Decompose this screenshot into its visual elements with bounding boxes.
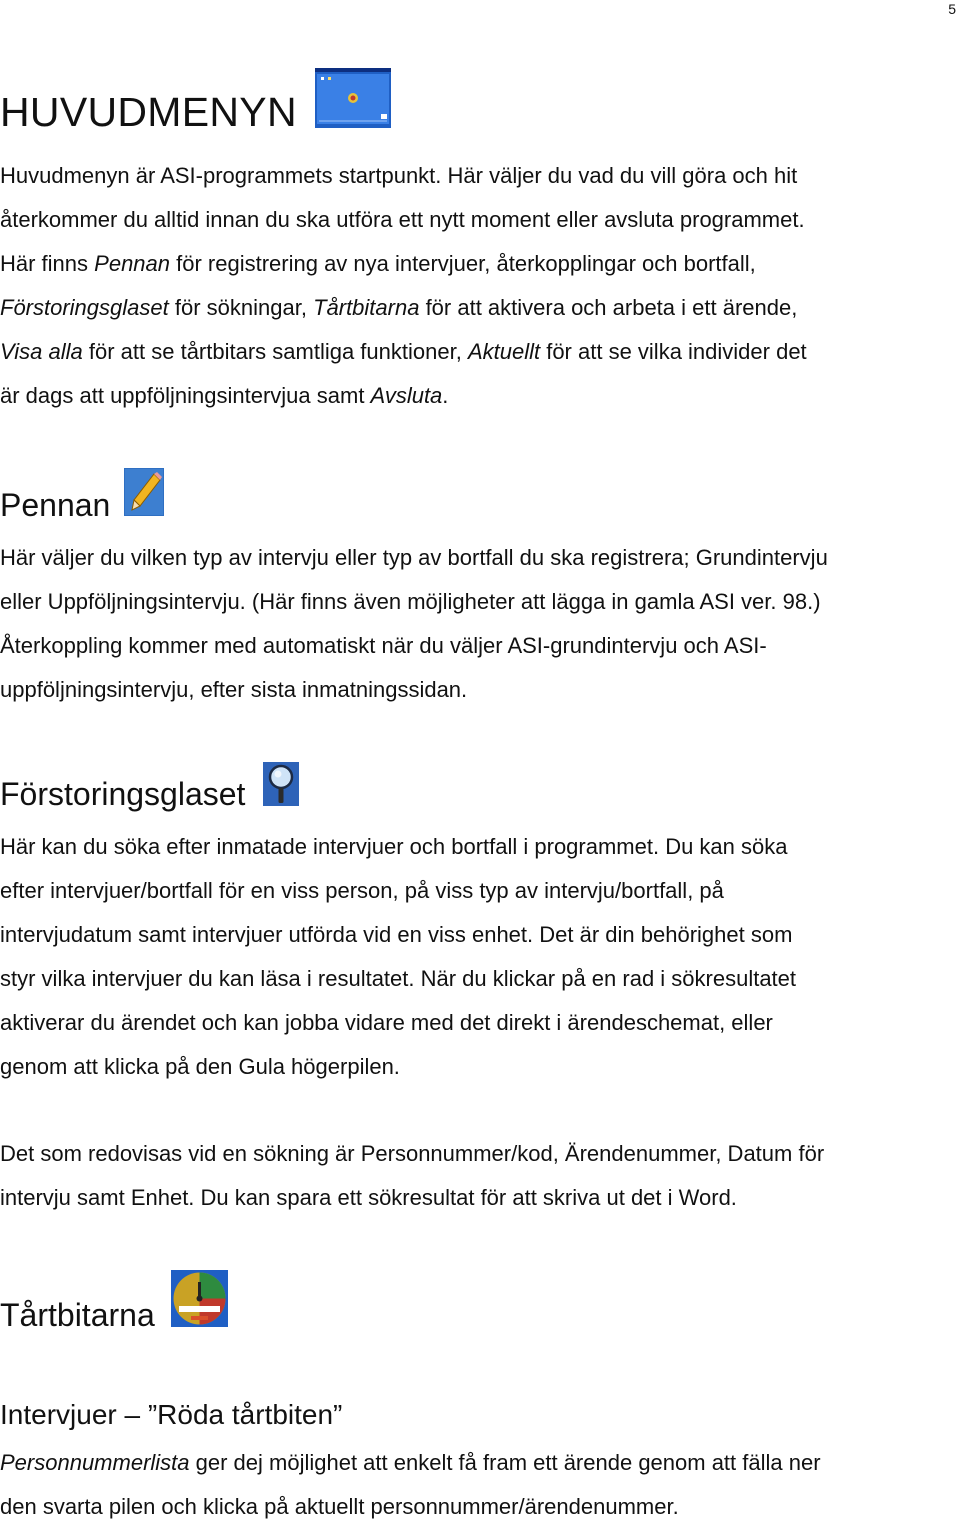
heading-pennan: Pennan xyxy=(0,487,111,523)
text-line xyxy=(0,154,960,198)
text-run: för att aktivera och arbeta i ett ärende, xyxy=(419,295,798,320)
text-line xyxy=(0,869,960,913)
text-run: för registrering av nya intervjuer, återkopplingar och bortfall, xyxy=(170,251,756,276)
text-line xyxy=(0,580,960,624)
italic-term: Förstoringsglaset xyxy=(0,295,169,320)
text-run: aktiverar du ärendet och kan jobba vidare med det direkt i ärendeschemat, eller xyxy=(0,1010,773,1035)
text-line xyxy=(0,330,960,374)
heading-forstoringsglaset: Förstoringsglaset xyxy=(0,776,246,812)
text-line xyxy=(0,1485,960,1529)
pie-pieces-icon xyxy=(171,1270,228,1327)
text-run: efter intervjuer/bortfall för en viss person, på viss typ av intervju/bortfall, på xyxy=(0,878,724,903)
heading-tartbitarna: Tårtbitarna xyxy=(0,1297,155,1333)
huvudmenyn-paragraph xyxy=(0,154,960,418)
italic-term: Aktuellt xyxy=(467,339,541,364)
text-run: Här finns xyxy=(0,251,95,276)
text-run: eller Uppföljningsintervju. (Här finns även möjligheter att lägga in gamla ASI ver. 98.) xyxy=(0,589,821,614)
text-line xyxy=(0,1132,960,1176)
text-run: uppföljningsintervju, efter sista inmatningssidan. xyxy=(0,677,468,702)
text-run: för att se tårtbitars samtliga funktioner, xyxy=(82,339,468,364)
text-run: genom att klicka på den Gula högerpilen. xyxy=(0,1054,400,1079)
text-line xyxy=(0,198,960,242)
text-run: Det som redovisas vid en sökning är Personnummer/kod, Ärendenummer, Datum för xyxy=(0,1141,825,1166)
text-line xyxy=(0,825,960,869)
intervjuer-paragraph xyxy=(0,1441,960,1529)
text-line xyxy=(0,1176,960,1220)
text-run: den svarta pilen och klicka på aktuellt personnummer/ärendenummer. xyxy=(0,1494,679,1519)
text-line xyxy=(0,286,960,330)
text-run: är dags att uppföljningsintervjua samt xyxy=(0,383,371,408)
text-run: intervjudatum samt intervjuer utförda vid en viss enhet. Det är din behörighet som xyxy=(0,922,793,947)
magnifier-icon xyxy=(263,762,299,806)
text-line xyxy=(0,374,960,418)
italic-term: Tårtbitarna xyxy=(313,295,420,320)
pennan-paragraph xyxy=(0,536,960,712)
text-line xyxy=(0,957,960,1001)
page-number: 5 xyxy=(948,1,956,17)
text-line xyxy=(0,1045,960,1089)
heading-huvudmenyn: HUVUDMENYN xyxy=(0,89,297,135)
text-run: ger dej möjlighet att enkelt få fram ett ärende genom att fälla ner xyxy=(189,1450,821,1475)
text-run: Här kan du söka efter inmatade intervjuer och bortfall i programmet. Du kan söka xyxy=(0,834,788,859)
text-line xyxy=(0,1001,960,1045)
text-run: återkommer du alltid innan du ska utföra ett nytt moment eller avsluta programmet. xyxy=(0,207,805,232)
text-run: Huvudmenyn är ASI-programmets startpunkt. Här väljer du vad du vill göra och hit xyxy=(0,163,798,188)
text-line xyxy=(0,1441,960,1485)
text-line xyxy=(0,624,960,668)
text-run: för att se vilka individer det xyxy=(540,339,807,364)
text-run: . xyxy=(442,383,449,408)
asi-main-menu-screenshot-icon xyxy=(315,68,391,128)
heading-intervjuer: Intervjuer – ”Röda tårtbiten” xyxy=(0,1399,343,1430)
text-run: intervju samt Enhet. Du kan spara ett sökresultat för att skriva ut det i Word. xyxy=(0,1185,737,1210)
text-run: för sökningar, xyxy=(168,295,314,320)
italic-term: Avsluta xyxy=(370,383,443,408)
pencil-icon xyxy=(124,468,164,516)
text-line xyxy=(0,536,960,580)
text-line xyxy=(0,242,960,286)
italic-term: Visa alla xyxy=(0,339,83,364)
text-line xyxy=(0,913,960,957)
italic-term: Personnummerlista xyxy=(0,1450,190,1475)
text-run: Här väljer du vilken typ av intervju eller typ av bortfall du ska registrera; Grundintervju xyxy=(0,545,828,570)
forstoringsglaset-paragraph xyxy=(0,825,960,1089)
text-line xyxy=(0,668,960,712)
italic-term: Pennan xyxy=(94,251,171,276)
text-run: Återkoppling kommer med automatiskt när du väljer ASI-grundintervju och ASI- xyxy=(0,633,767,658)
text-run: styr vilka intervjuer du kan läsa i resultatet. När du klickar på en rad i sökresultatet xyxy=(0,966,797,991)
forstoringsglaset-paragraph-2 xyxy=(0,1132,960,1220)
